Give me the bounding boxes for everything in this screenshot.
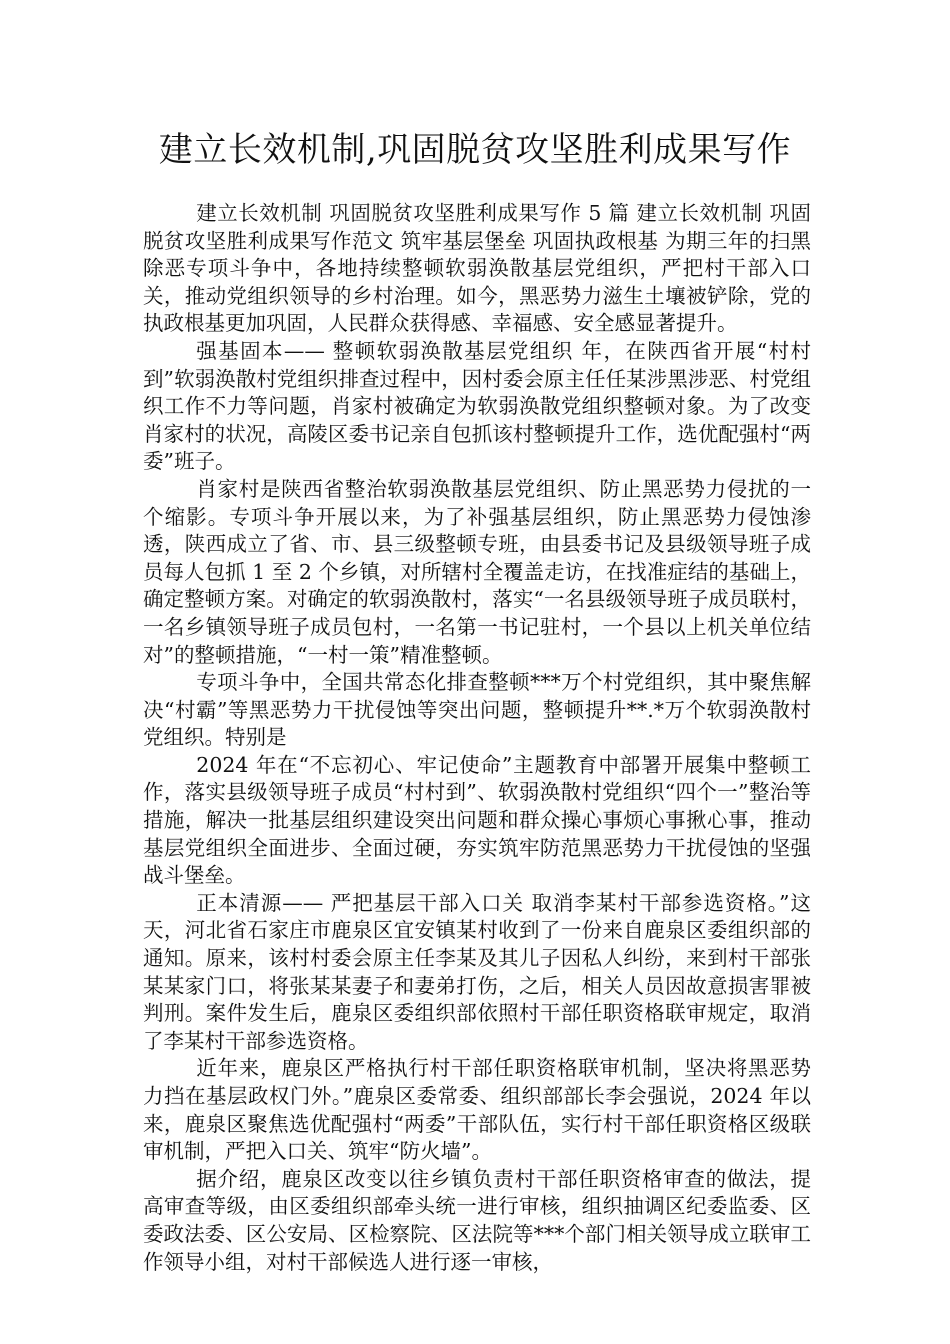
document-title: 建立长效机制,巩固脱贫攻坚胜利成果写作 — [158, 130, 792, 170]
document-body — [143, 200, 811, 1276]
paragraph-2024-campaign: 2024 年在“不忘初心、牢记使命”主题教育中部署开展集中整顿工作，落实县级领导班子成员“村村到”、软弱涣散村党组织“四个一”整治等措施，解决一批基层组织建设突出问题和群众操心事烦心事揪心事，推动基层党组织全面进步、全面过硬，夯实筑牢防范黑恶势力干扰侵蚀的坚强战斗堡垒。 — [143, 752, 811, 888]
paragraph-xiaojia-village: 肖家村是陕西省整治软弱涣散基层党组织、防止黑恶势力侵扰的一个缩影。专项斗争开展以来，为了补强基层组织，防止黑恶势力侵蚀渗透，陕西成立了省、市、县三级整顿专班，由县委书记及县级领导班子成员每人包抓 1 至 2 个乡镇，对所辖村全覆盖走访，在找准症结的基础上，确定整顿方案。对确定的软弱涣散村，落实“一名县级领导班子成员联村，一名乡镇领导班子成员包村，一名第一书记驻村，一个县以上机关单位结对”的整顿措施，“一村一策”精准整顿。 — [143, 476, 811, 667]
paragraph-review-procedure: 据介绍，鹿泉区改变以往乡镇负责村干部任职资格审查的做法，提高审查等级，由区委组织部牵头统一进行审核，组织抽调区纪委监委、区委政法委、区公安局、区检察院、区法院等***个部门相关领导成立联审工作领导小组，对村干部候选人进行逐一审核， — [143, 1166, 811, 1274]
paragraph-intro: 建立长效机制 巩固脱贫攻坚胜利成果写作 5 篇 建立长效机制 巩固脱贫攻坚胜利成果写作范文 筑牢基层堡垒 巩固执政根基 为期三年的扫黑除恶专项斗争中，各地持续整顿软弱涣散基层党组织，严把村干部入口关，推动党组织领导的乡村治理。如今，黑恶势力滋生土壤被铲除，党的执政根基更加巩固，人民群众获得感、幸福感、安全感显著提升。 — [143, 201, 811, 336]
paragraph-national-rectification: 专项斗争中，全国共常态化排查整顿***万个村党组织，其中聚焦解决“村霸”等黑恶势力干扰侵蚀等突出问题，整顿提升**.*万个软弱涣散村党组织。特别是 — [143, 670, 811, 750]
paragraph-entry-control: 正本清源—— 严把基层干部入口关 取消李某村干部参选资格。”这天，河北省石家庄市鹿泉区宜安镇某村收到了一份来自鹿泉区委组织部的通知。原来，该村村委会原主任李某及其儿子因私人纠纷，来到村干部张某某家门口，将张某某妻子和妻弟打伤，之后，相关人员因故意损害罪被判刑。案件发生后，鹿泉区委组织部依照村干部任职资格联审规定，取消了李某村干部参选资格。 — [143, 890, 811, 1053]
paragraph-strengthen-foundation: 强基固本—— 整顿软弱涣散基层党组织 年，在陕西省开展“村村到”软弱涣散村党组织排查过程中，因村委会原主任任某涉黑涉恶、村党组织工作不力等问题，肖家村被确定为软弱涣散党组织整顿对象。为了改变肖家村的状况，高陵区委书记亲自包抓该村整顿提升工作，选优配强村“两委”班子。 — [143, 338, 811, 474]
paragraph-joint-review: 近年来，鹿泉区严格执行村干部任职资格联审机制，坚决将黑恶势力挡在基层政权门外。”鹿泉区委常委、组织部部长李会强说，2024 年以来，鹿泉区聚焦选优配强村“两委”干部队伍，实行村干部任职资格区级联审机制，严把入口关、筑牢“防火墙”。 — [143, 1056, 811, 1164]
